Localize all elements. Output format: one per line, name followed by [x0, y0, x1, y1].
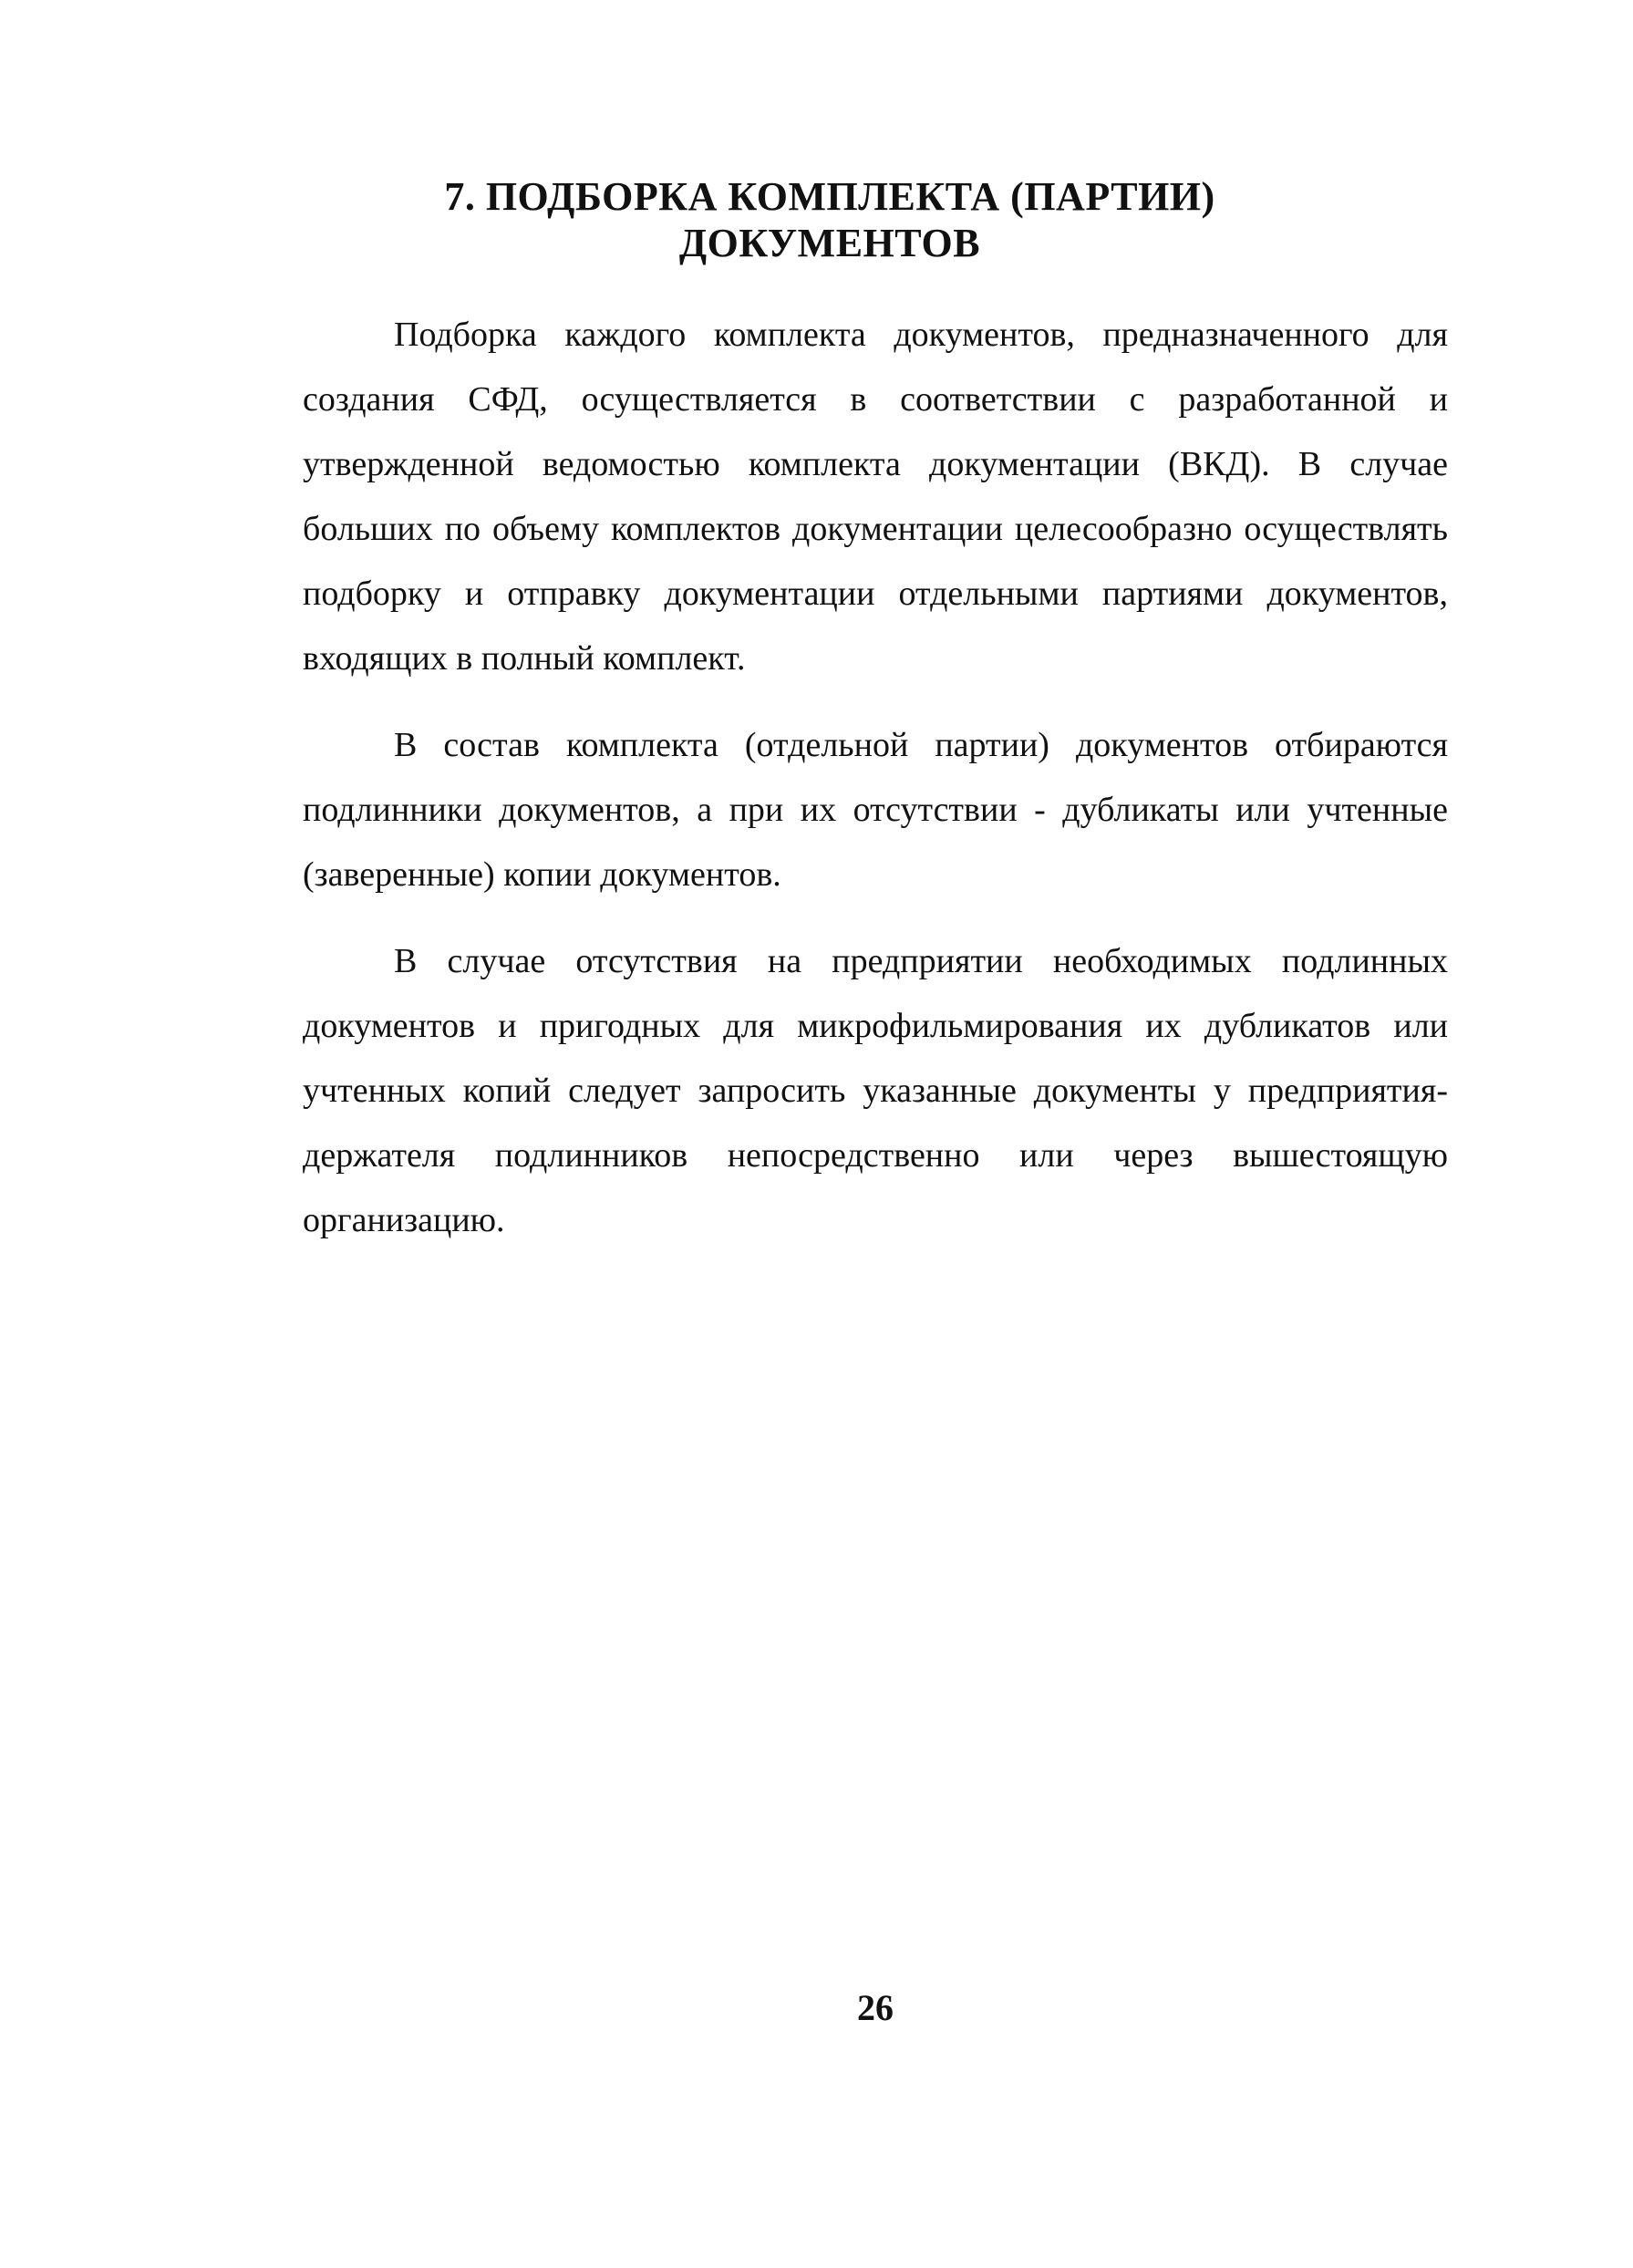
paragraph-document-selection: Подборка каждого комплекта документов, предназначенного для создания СФД, осуществляется в соответствии с разработанной и утвержденной ведомостью комплекта документации (ВКД). В случае больших по объему комплектов документации целесообразно осуществлять подборку и отправку документации отдельными партиями документов, входящих в полный комплект. [303, 316, 1448, 678]
paragraph-missing-originals: В случае отсутствия на предприятии необходимых подлинных документов и пригодных для микрофильмирования их дубликатов или учтенных копий следует запросить указанные документы у предприятия-держателя подлинников непосредственно или через вышестоящую организацию. [303, 942, 1448, 1239]
page-number: 26 [857, 1987, 894, 2028]
paragraph-set-composition: В состав комплекта (отдельной партии) документов отбираются подлинники документов, а при их отсутствии - дубликаты или учтенные (заверенные) копии документов. [303, 726, 1448, 894]
section-heading: 7. ПОДБОРКА КОМПЛЕКТА (ПАРТИИ) ДОКУМЕНТОВ [444, 174, 1215, 265]
section-body [303, 303, 1448, 1275]
